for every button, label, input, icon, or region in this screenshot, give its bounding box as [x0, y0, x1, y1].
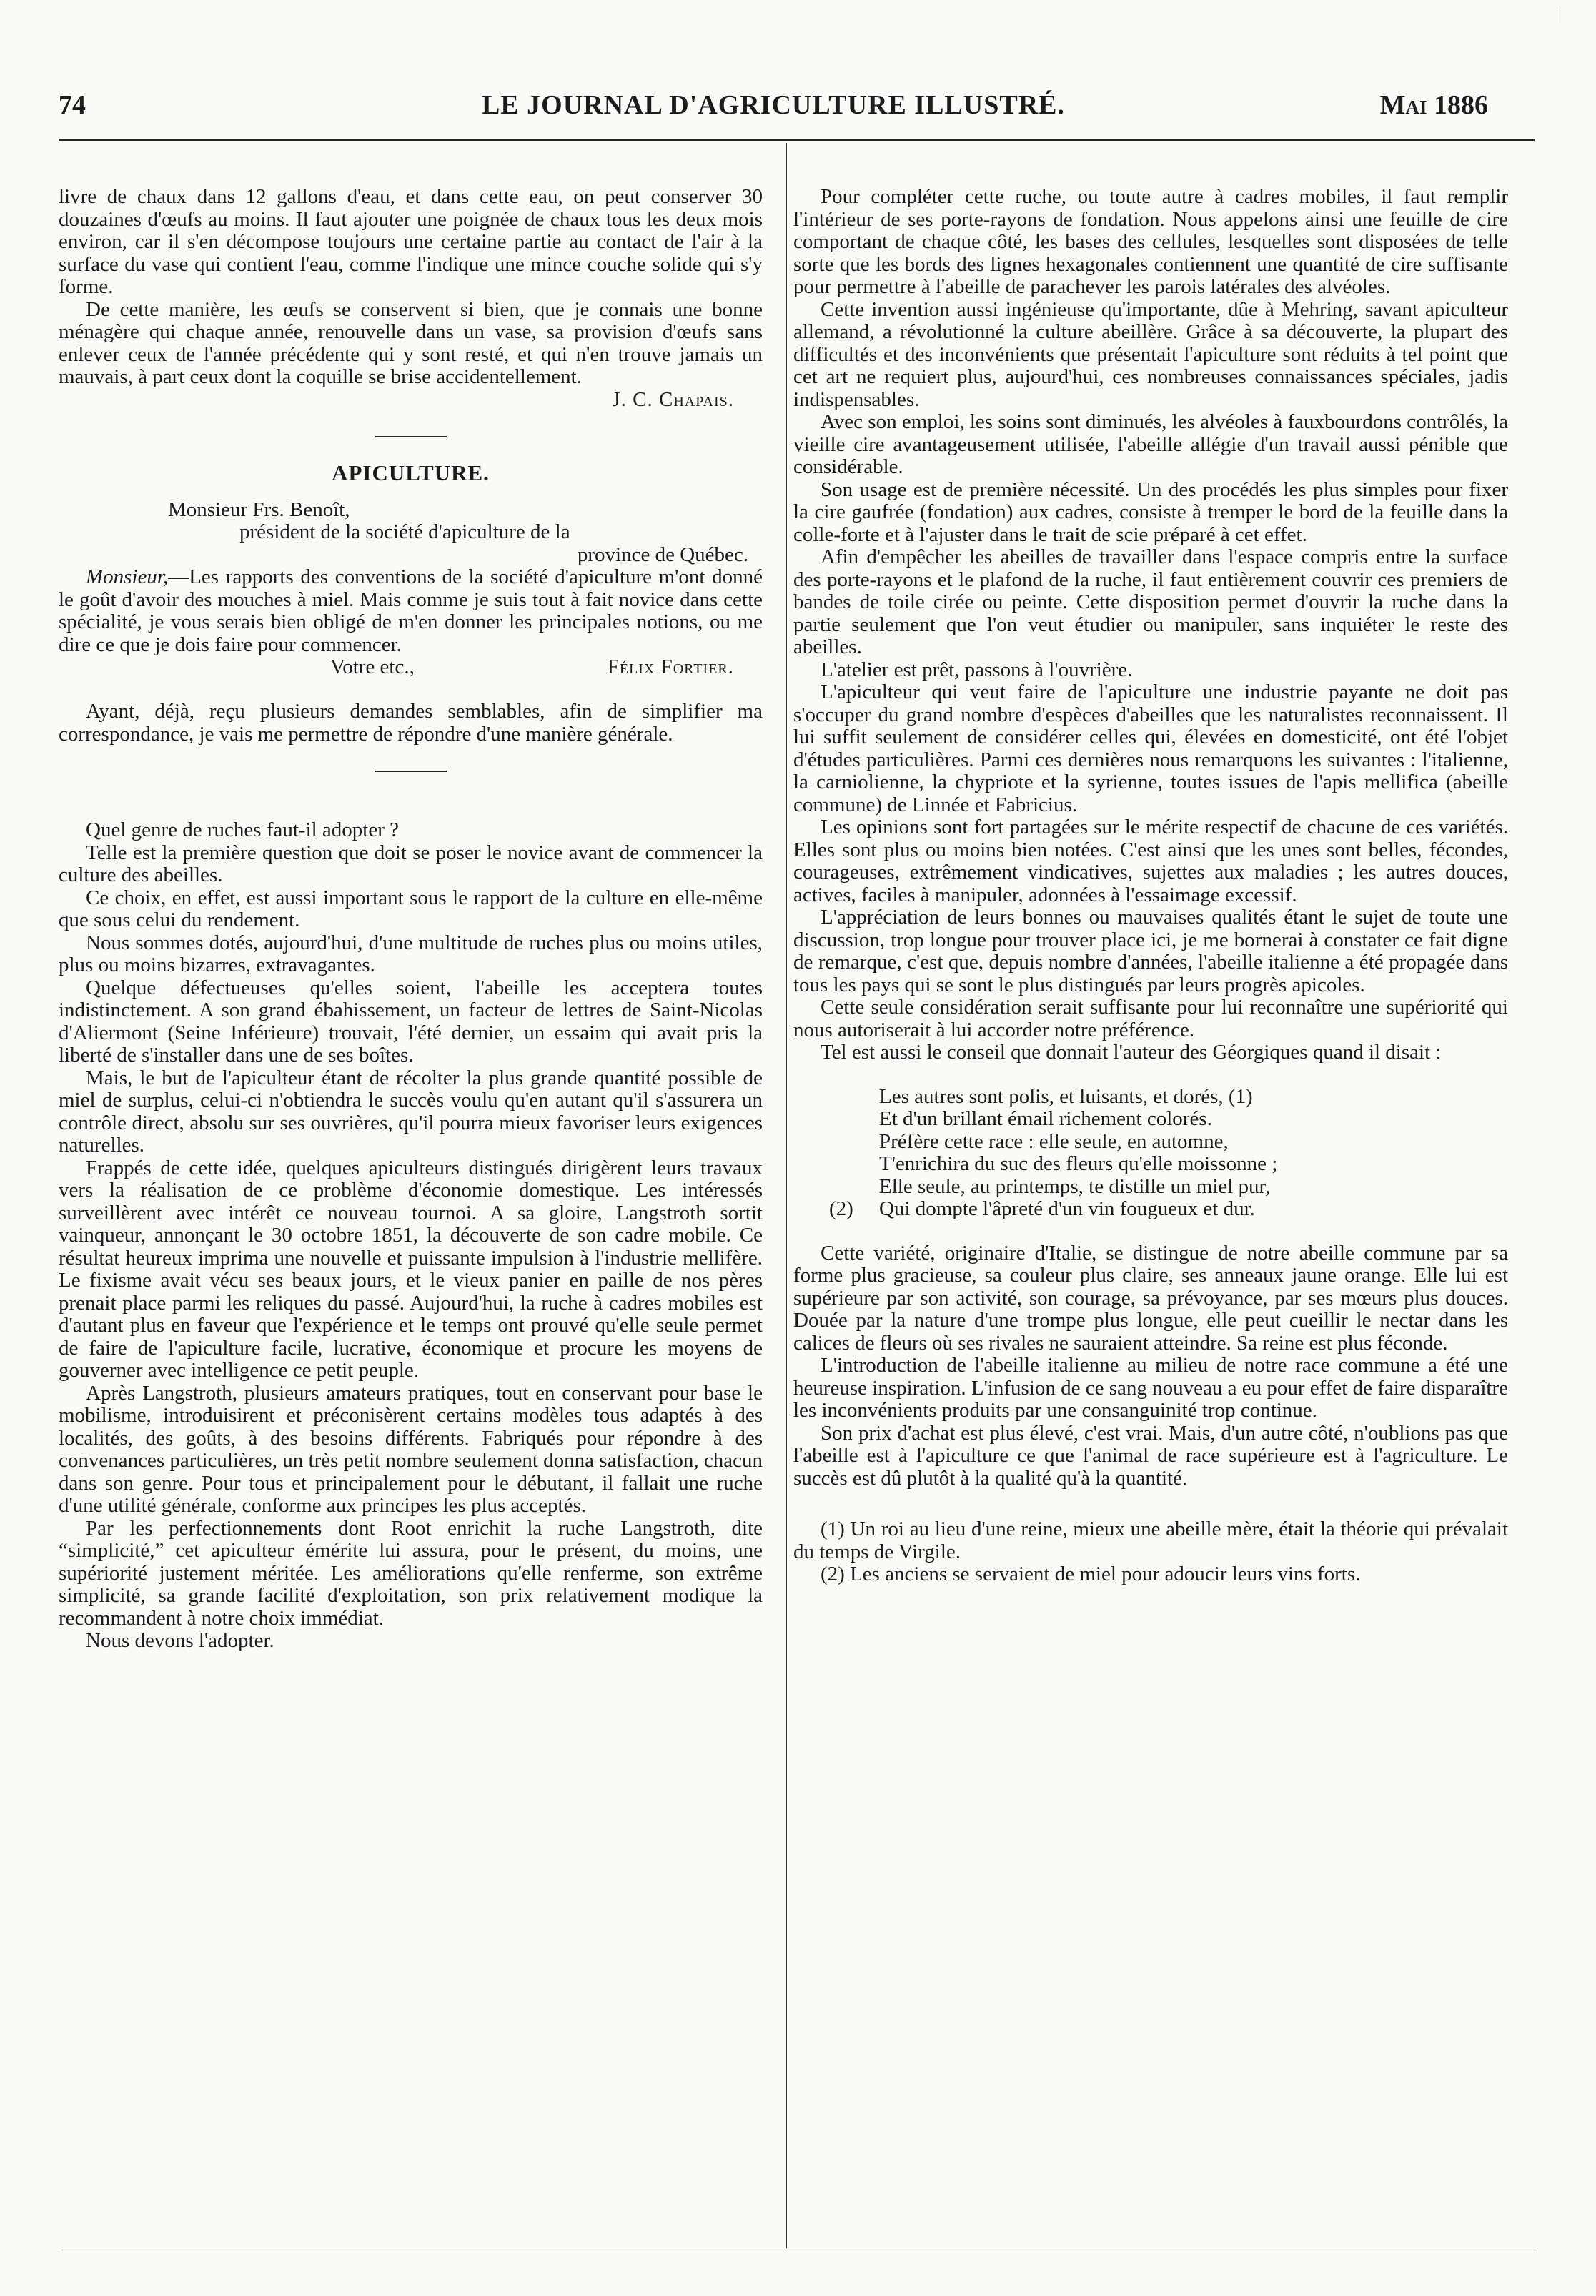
- paragraph: Cette invention aussi ingénieuse qu'importante, dûe à Mehring, savant apiculteur allemand, a révolutionné la culture abeillère. Grâce à sa découverte, la plupart des difficultés et des inconvénients que présentait l'apiculture sont réduits à tel point que cet art ne requiert plus, aujourd'hui, ces nombreuses connaissances spéciales, jadis indispensables.: [793, 297, 1508, 411]
- paragraph: Nous sommes dotés, aujourd'hui, d'une multitude de ruches plus ou moins utiles, plus ou moins bizarres, extravagantes.: [59, 931, 763, 976]
- section-title: APICULTURE.: [332, 460, 490, 485]
- paragraph: Pour compléter cette ruche, ou toute autre à cadres mobiles, il faut remplir l'intérieur de ses porte-rayons de fondation. Nous appelons ainsi une feuille de cire comportant de chaque côté, les bases des cellules, lesquelles sont disposées de telle sorte que les bords des lignes hexagonales contiennent une quantité de cire suffisante pour permettre à l'abeille de parachever les parois latérales des alvéoles.: [793, 185, 1508, 298]
- footnote-ref: (2): [829, 1197, 853, 1220]
- paragraph: Telle est la première question que doit se poser le novice avant de commencer la culture des abeilles.: [59, 841, 763, 886]
- letter-closing: Votre etc.,: [330, 655, 415, 678]
- footnote: (2) Les anciens se servaient de miel pour adoucir leurs vins forts.: [821, 1563, 1361, 1585]
- section-separator: [375, 436, 447, 437]
- page-header: [59, 89, 1488, 125]
- header-rule: [59, 139, 1535, 141]
- footnote: (1) Un roi au lieu d'une reine, mieux une abeille mère, était la théorie qui prévalait du temps de Virgile.: [793, 1518, 1508, 1563]
- poem-line: Les autres sont polis, et luisants, et dorés, (1): [879, 1084, 1253, 1108]
- poem-line: T'enrichira du suc des fleurs qu'elle moissonne ;: [879, 1152, 1278, 1175]
- paragraph: Les opinions sont fort partagées sur le mérite respectif de chacune de ces variétés. Elles sont plus ou moins bien notées. C'est ainsi que les unes sont belles, fécondes, courageuses, extrêmement vindicatives, sujettes aux maladies ; les autres douces, actives, faciles à manipuler, adonnées à l'essaimage excessif.: [793, 816, 1508, 906]
- page-number: 74: [59, 90, 86, 120]
- paragraph: L'atelier est prêt, passons à l'ouvrière.: [821, 658, 1133, 681]
- paragraph: Avec son emploi, les soins sont diminués, les alvéoles à fauxbourdons contrôlés, la vieille cire avantageusement utilisée, l'abeille allégie d'un travail aussi pénible que considérable.: [793, 410, 1508, 478]
- section-separator: [375, 771, 447, 772]
- poem-line: [793, 1198, 1508, 1221]
- poem-line: Et d'un brillant émail richement colorés.: [879, 1107, 1212, 1130]
- paragraph: livre de chaux dans 12 gallons d'eau, et dans cette eau, on peut conserver 30 douzaines d'œufs au moins. Il faut ajouter une poignée de chaux tous les deux mois environ, car il s'en décompose toujours une certaine partie au contact de l'air à la surface du vase qui contient l'eau, comme l'indique une mince couche solide qui s'y forme.: [59, 185, 763, 298]
- letter-addressee: Monsieur Frs. Benoît,: [168, 498, 350, 521]
- paragraph: Son usage est de première nécessité. Un des procédés les plus simples pour fixer la cire gaufrée (fondation) aux cadres, consiste à tremper le bord de la feuille dans la colle-forte et à l'ajuster dans le trait de scie préparé à cet effet.: [793, 477, 1508, 546]
- paragraph: Nous devons l'adopter.: [86, 1629, 274, 1652]
- journal-title: LE JOURNAL D'AGRICULTURE ILLUSTRÉ.: [481, 90, 1065, 120]
- letter-signature-line: [59, 656, 763, 679]
- paragraph: Afin d'empêcher les abeilles de travailler dans l'espace compris entre la surface des porte-rayons et le plafond de la ruche, il faut entièrement couvrir ces premiers de bandes de toile cirée ou peinte. Cette disposition permet d'ouvrir la ruche dans la partie seulement que l'on veut étudier ou manipuler, sans inquiéter le reste des abeilles.: [793, 545, 1508, 658]
- paragraph: Frappés de cette idée, quelques apiculteurs distingués dirigèrent leurs travaux vers la réalisation de ce problème d'économie domestique. Les intéressés surveillèrent avec intérêt ce nouveau tournoi. A sa gloire, Langstroth sortit vainqueur, annonçant le 30 octobre 1851, la découverte de son cadre mobile. Ce résultat heureux imprima une nouvelle et puissante impulsion à l'industrie mellifère. Le fixisme avait vécu ses beaux jours, et le vieux panier en paille de nos pères prenait place parmi les reliques du passé. Aujourd'hui, la ruche à cadres mobiles est d'autant plus en faveur que l'expérience et le temps ont prouvé qu'elle seule permet de faire de l'apiculture facile, lucrative, économique et procure les moyens de gouverner avec intelligence ce petit peuple.: [59, 1156, 763, 1382]
- paragraph: Tel est aussi le conseil que donnait l'auteur des Géorgiques quand il disait :: [821, 1041, 1442, 1064]
- letter-salutation: Monsieur,: [86, 565, 169, 588]
- paragraph: Cette seule considération serait suffisante pour lui reconnaître une supériorité qui nous autoriserait à lui accorder notre préférence.: [793, 996, 1508, 1041]
- question: Quel genre de ruches faut-il adopter ?: [86, 818, 400, 841]
- paragraph: Cette variété, originaire d'Italie, se distingue de notre abeille commune par sa forme plus gracieuse, sa couleur plus claire, ses anneaux jaune orange. Elle lui est supérieure par son activité, son courage, sa prévoyance, par ses mœurs plus douces. Douée par la nature d'une trompe plus longue, elle peut cueillir le nectar dans les calices de fleurs où ses rivales ne sauraient atteindre. Sa reine est plus féconde.: [793, 1241, 1508, 1355]
- scan-mark: [1557, 7, 1567, 23]
- poem-line: Préfère cette race : elle seule, en automne,: [879, 1129, 1229, 1153]
- paragraph: De cette manière, les œufs se conservent si bien, que je connais une bonne ménagère qui chaque année, renouvelle dans un vase, sa provision d'œufs sans enlever ceux de l'année précédente qui y sont resté, et qui n'en trouve jamais un mauvais, à part ceux dont la coquille se brise accidentellement.: [59, 297, 763, 388]
- paragraph: L'introduction de l'abeille italienne au milieu de notre race commune a été une heureuse inspiration. L'infusion de ce sang nouveau a eu pour effet de faire disparaître les inconvénients produits par une consanguinité trop continue.: [793, 1354, 1508, 1422]
- letter-addressee-title: président de la société d'apiculture de la: [239, 520, 570, 543]
- issue-date: Mai 1886: [1379, 90, 1488, 120]
- paragraph: Après Langstroth, plusieurs amateurs pratiques, tout en conservant pour base le mobilisme, introduisirent et préconisèrent certains modèles tous adaptés à des localités, des goûts, à des besoins différents. Fabriqués pour répondre à des convenances particulières, un très petit nombre seulement donna satisfaction, chacun dans son genre. Pour tous et principalement pour le débutant, il fallait une ruche d'une utilité générale, conforme aux principes les plus acceptés.: [59, 1381, 763, 1517]
- letter-addressee-place: province de Québec.: [577, 543, 748, 566]
- paragraph: Son prix d'achat est plus élevé, c'est vrai. Mais, d'un autre côté, n'oublions pas que l'abeille est à l'apiculture ce que l'animal de race supérieure est à l'agriculture. Le succès est dû plutôt à la qualité qu'à la quantité.: [793, 1421, 1508, 1490]
- column-divider: [786, 143, 787, 2248]
- left-column: [59, 186, 763, 1653]
- paragraph: L'apiculteur qui veut faire de l'apiculture une industrie payante ne doit pas s'occuper du grand nombre d'espèces d'abeilles que les naturalistes reconnaissent. Il lui suffit seulement de considérer celles qui, élevées en domesticité, ont été l'objet d'études particulières. Parmi ces dernières nous remarquons les suivantes : l'italienne, la carniolienne, la chypriote et la syrienne, toutes issues de l'apis mellifica (abeille commune) de Linnée et Fabricius.: [793, 681, 1508, 816]
- letter-signature: Félix Fortier.: [607, 655, 734, 678]
- paragraph: Mais, le but de l'apiculteur étant de récolter la plus grande quantité possible de miel de surplus, celui-ci n'obtiendra le succès voulu qu'en autant qu'il s'assurera un contrôle direct, absolu sur ses ouvrières, qu'il pourra mieux favoriser leurs exigences naturelles.: [59, 1066, 763, 1157]
- letter-text: —Les rapports des conventions de la société d'apiculture m'ont donné le goût d'avoir des mouches à miel. Mais comme je suis tout à fait novice dans cette spécialité, je vous serais bien obligé de m'en donner les principales notions, ou me dire ce que je dois faire pour commencer.: [59, 565, 763, 656]
- author-signature: J. C. Chapais.: [612, 387, 734, 411]
- poem-line: Elle seule, au printemps, te distille un miel pur,: [879, 1174, 1271, 1198]
- right-column: [793, 186, 1508, 1586]
- poem-quotation: [793, 1086, 1508, 1221]
- letter-body: [59, 566, 763, 656]
- paragraph: Quelque défectueuses qu'elles soient, l'abeille les acceptera toutes indistinctement. A son grand ébahissement, un facteur de lettres de Saint-Nicolas d'Aliermont (Seine Inférieure) trouvait, l'été dernier, un essaim qui avait pris la liberté de s'installer dans une de ses boîtes.: [59, 976, 763, 1067]
- paragraph: Ce choix, en effet, est aussi important sous le rapport de la culture en elle-même que sous celui du rendement.: [59, 886, 763, 931]
- paragraph: L'appréciation de leurs bonnes ou mauvaises qualités étant le sujet de toute une discussion, trop longue pour trouver place ici, je me bornerai à constater ce fait digne de remarque, c'est que, depuis nombre d'années, l'abeille italienne a été propagée dans tous les pays qui se sont le plus distingués par leurs progrès apicoles.: [793, 906, 1508, 996]
- paragraph: Par les perfectionnements dont Root enrichit la ruche Langstroth, dite “simplicité,” cet apiculteur émérite lui assura, pour le présent, du moins, une supériorité justement méritée. Les améliorations qu'elle renferme, son extrême simplicité, sa grande facilité d'exploitation, son prix relativement modique la recommandent à notre choix immédiat.: [59, 1516, 763, 1630]
- poem-line-text: Qui dompte l'âpreté d'un vin fougueux et dur.: [879, 1197, 1255, 1220]
- paragraph: Ayant, déjà, reçu plusieurs demandes semblables, afin de simplifier ma correspondance, je vais me permettre de répondre d'une manière générale.: [59, 700, 763, 746]
